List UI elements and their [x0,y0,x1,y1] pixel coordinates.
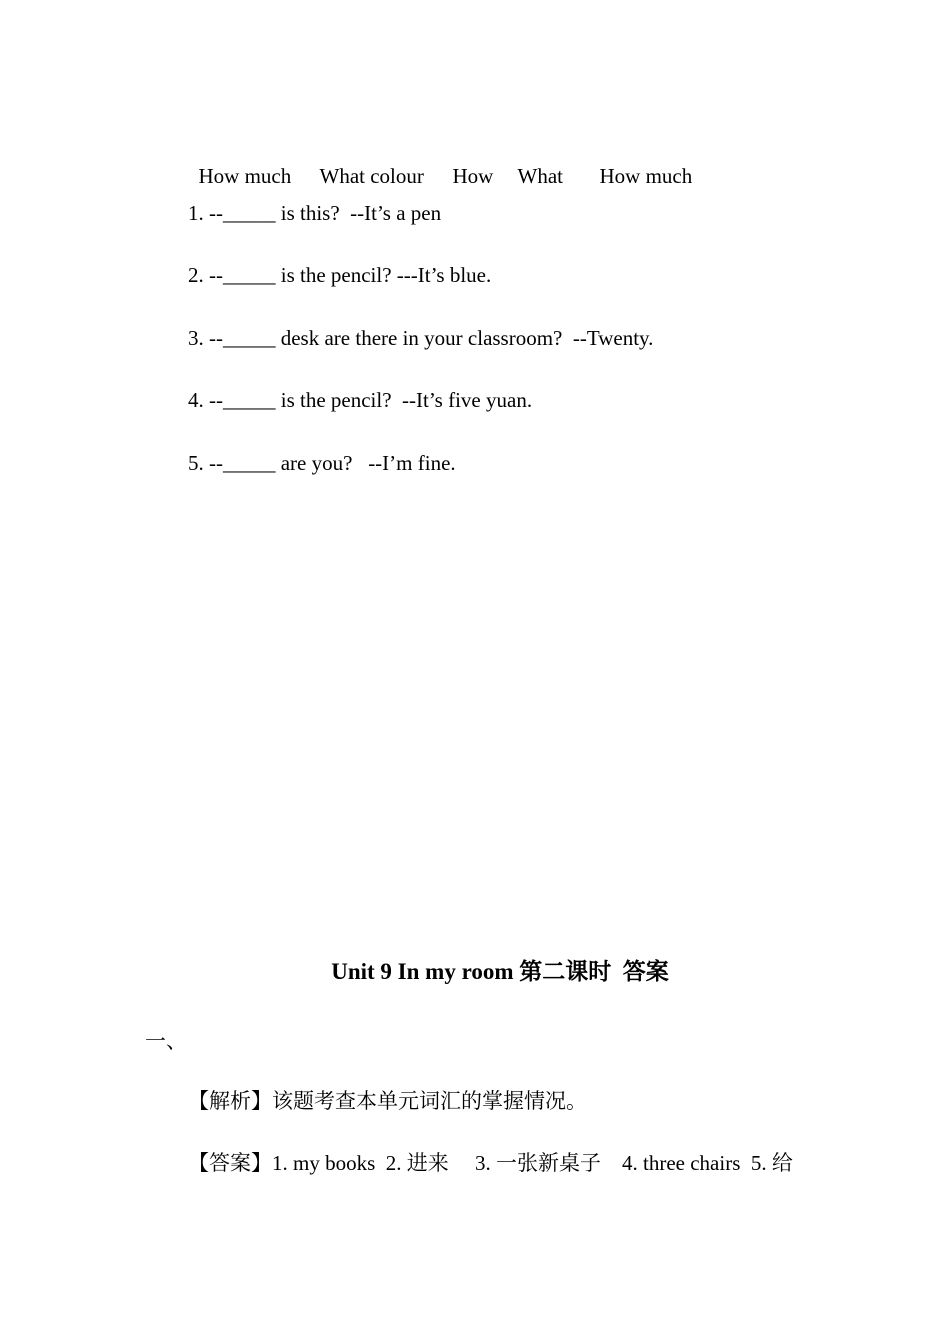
section-number: 一、 [145,1029,187,1053]
answer-section-title: Unit 9 In my room 第二课时 答案 [331,959,669,984]
word-bank-item: What colour [319,164,424,188]
question-4: 4. --_____ is the pencil? --It’s five yuan. [188,388,533,412]
answer-text: 【答案】1. my books 2. 进来 3. 一张新桌子 4. three chairs 5. 给 [188,1151,793,1175]
word-bank-item: How much [599,164,693,188]
analysis-text: 【解析】该题考查本单元词汇的掌握情况。 [188,1089,587,1113]
word-bank-item: How much [198,164,292,188]
word-bank-item: What [517,164,563,188]
question-3: 3. --_____ desk are there in your classroom? --Twenty. [188,326,654,350]
question-1: 1. --_____ is this? --It’s a pen [188,201,442,225]
question-5: 5. --_____ are you? --I’m fine. [188,451,456,475]
word-bank-item: How [452,164,494,188]
question-2: 2. --_____ is the pencil? ---It’s blue. [188,263,492,287]
word-bank [188,137,692,189]
